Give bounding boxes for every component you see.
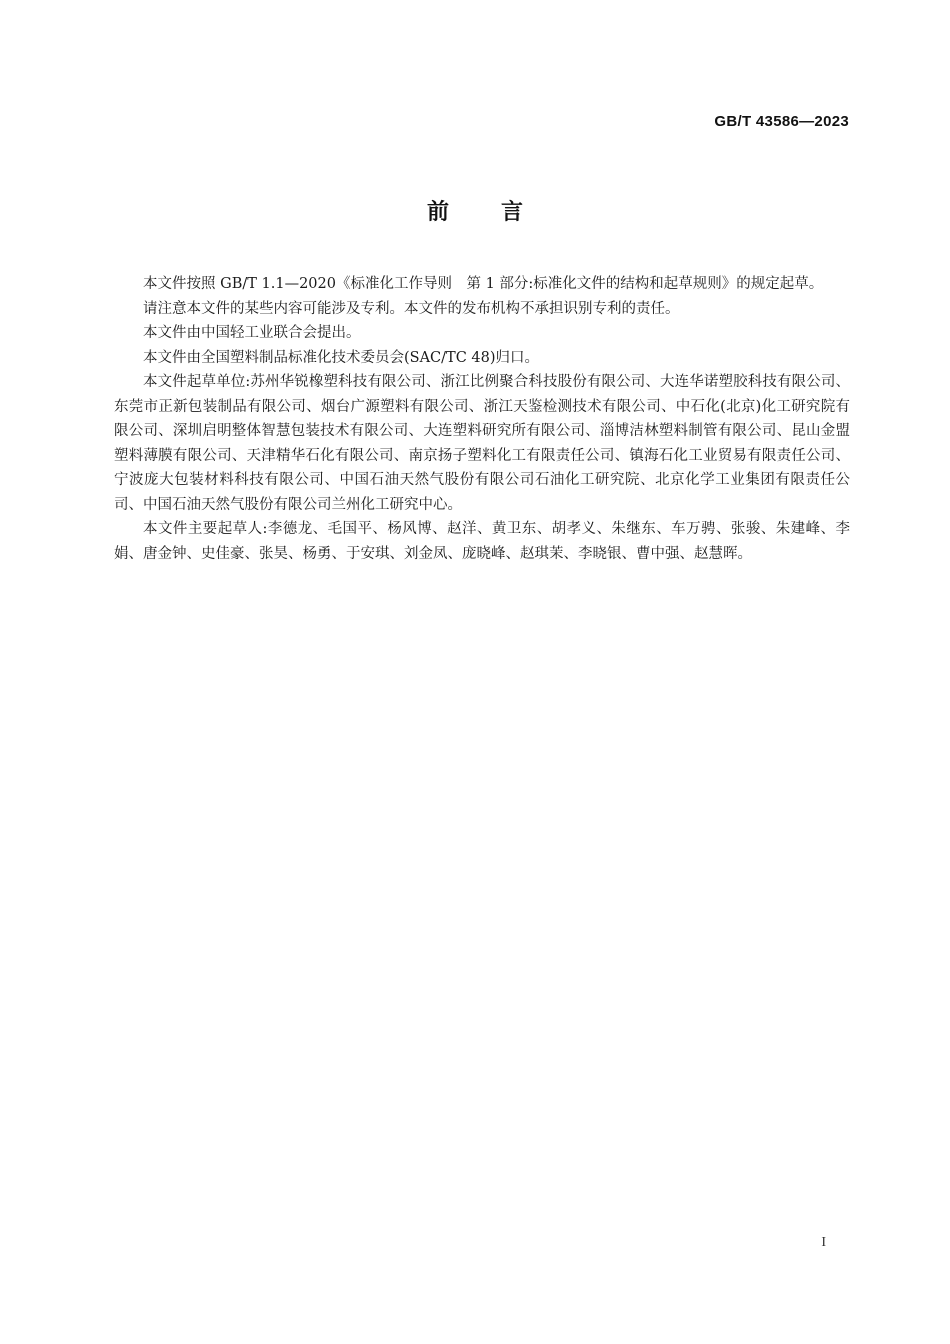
paragraph-drafting-rules: 本文件按照 GB/T 1.1—2020《标准化工作导则 第 1 部分:标准化文件的结构和起草规则》的规定起草。 bbox=[143, 276, 824, 292]
paragraph-proposer: 本文件由中国轻工业联合会提出。 bbox=[143, 325, 361, 341]
paragraph-patent-notice: 请注意本文件的某些内容可能涉及专利。本文件的发布机构不承担识别专利的责任。 bbox=[143, 300, 680, 317]
paragraph-main-drafters: 本文件主要起草人:李德龙、毛国平、杨风博、赵洋、黄卫东、胡孝义、朱继东、车万骋、张骏、朱建峰、李娟、唐金钟、史佳豪、张昊、杨勇、于安琪、刘金凤、庞晓峰、赵琪茉、李晓银、曹中强、赵慧晖。 bbox=[114, 521, 850, 562]
paragraph-drafting-organizations: 本文件起草单位:苏州华锐橡塑科技有限公司、浙江比例聚合科技股份有限公司、大连华诺塑胶科技有限公司、东莞市正新包装制品有限公司、烟台广源塑料有限公司、浙江天鉴检测技术有限公司、中石化(北京)化工研究院有限公司、深圳启明整体智慧包装技术有限公司、大连塑料研究所有限公司、淄博洁林塑料制管有限公司、昆山金盟塑料薄膜有限公司、天津精华石化有限公司、南京扬子塑料化工有限责任公司、镇海石化工业贸易有限责任公司、宁波庞大包装材料科技有限公司、中国石油天然气股份有限公司石油化工研究院、北京化学工业集团有限责任公司、中国石油天然气股份有限公司兰州化工研究中心。 bbox=[114, 374, 850, 513]
standard-number: GB/T 43586—2023 bbox=[714, 113, 849, 130]
page-title: 前言 bbox=[426, 200, 575, 225]
paragraph-technical-committee: 本文件由全国塑料制品标准化技术委员会(SAC/TC 48)归口。 bbox=[143, 349, 540, 366]
foreword-body bbox=[114, 272, 850, 566]
page-number: I bbox=[821, 1235, 826, 1250]
